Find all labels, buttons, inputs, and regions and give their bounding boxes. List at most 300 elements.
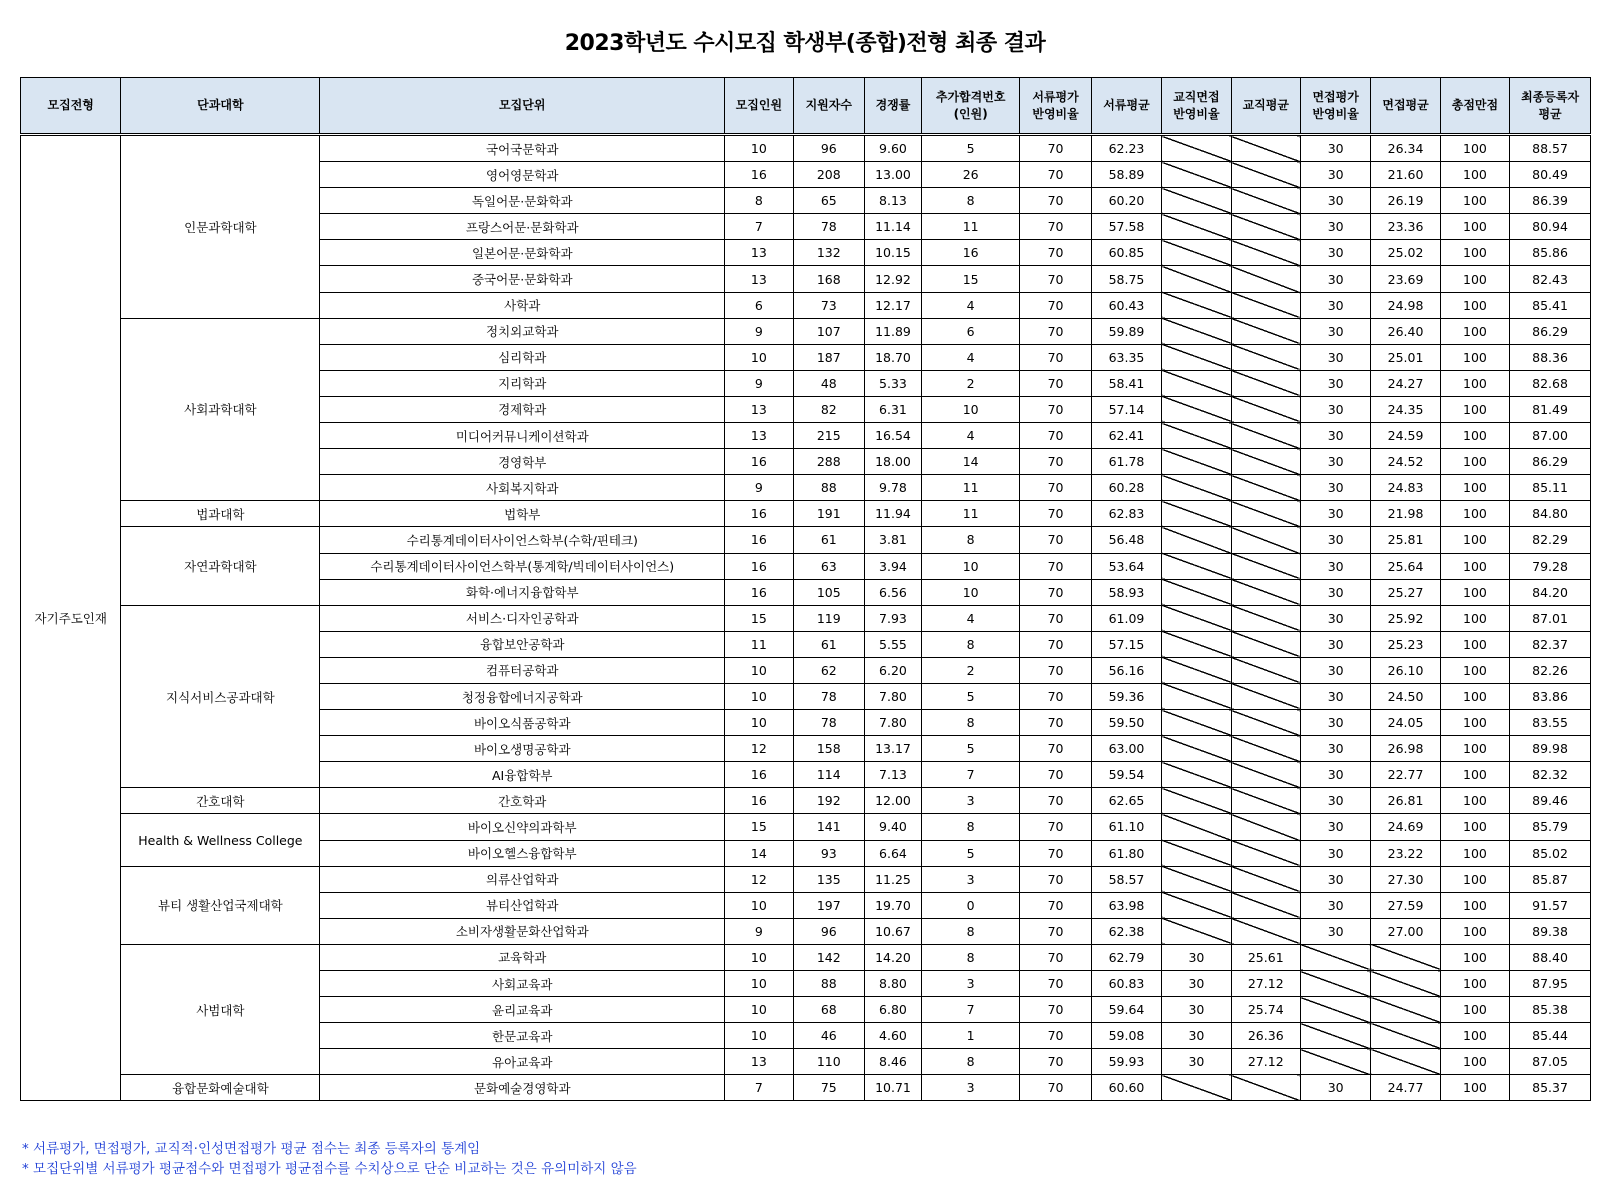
table-row [21,814,1591,840]
value-cell: 83.86 [1510,683,1591,709]
value-cell: 82.68 [1510,370,1591,396]
column-header-label: (인원) [953,106,988,121]
not-applicable-cell [1162,266,1231,292]
value-cell: 96 [793,918,864,944]
value-cell: 73 [793,292,864,318]
value-cell: 192 [793,788,864,814]
footnote-1: * 서류평가, 면접평가, 교직적·인성면접평가 평균 점수는 최종 등록자의 통계임 [22,1141,481,1157]
column-header-label: 단과대학 [197,98,244,113]
value-cell: 23.69 [1371,266,1440,292]
not-applicable-cell [1371,1023,1440,1049]
value-cell: 100 [1440,1075,1509,1101]
value-cell: 70 [1020,396,1091,422]
column-header [865,78,922,135]
value-cell: 88 [793,475,864,501]
column-header-label: 면접평균 [1382,98,1429,113]
not-applicable-cell [1231,605,1300,631]
value-cell: 60.60 [1091,1075,1161,1101]
department-cell: 간호학과 [320,788,725,814]
column-header [1020,78,1091,135]
value-cell: 11 [921,475,1019,501]
value-cell: 26.81 [1371,788,1440,814]
value-cell: 100 [1440,605,1509,631]
value-cell: 100 [1440,292,1509,318]
value-cell: 11 [921,214,1019,240]
not-applicable-cell [1231,527,1300,553]
not-applicable-cell [1231,657,1300,683]
value-cell: 61.10 [1091,814,1161,840]
value-cell: 100 [1440,631,1509,657]
admission-type-cell: 자기주도인재 [21,135,121,1101]
value-cell: 100 [1440,318,1509,344]
value-cell: 8 [921,710,1019,736]
not-applicable-cell [1231,449,1300,475]
not-applicable-cell [1231,423,1300,449]
value-cell: 7 [725,1075,793,1101]
value-cell: 100 [1440,553,1509,579]
value-cell: 25.81 [1371,527,1440,553]
value-cell: 4.60 [865,1023,922,1049]
value-cell: 10 [921,553,1019,579]
value-cell: 9.60 [865,135,922,162]
value-cell: 79.28 [1510,553,1591,579]
value-cell: 85.44 [1510,1023,1591,1049]
not-applicable-cell [1231,188,1300,214]
value-cell: 87.95 [1510,971,1591,997]
value-cell: 30 [1162,997,1231,1023]
not-applicable-cell [1231,344,1300,370]
department-cell: 윤리교육과 [320,997,725,1023]
value-cell: 60.85 [1091,240,1161,266]
value-cell: 27.12 [1231,971,1300,997]
college-cell: Health & Wellness College [121,814,320,866]
column-header-label: 반영비율 [1312,106,1359,121]
value-cell: 100 [1440,788,1509,814]
value-cell: 82.29 [1510,527,1591,553]
department-cell: 서비스·디자인공학과 [320,605,725,631]
value-cell: 75 [793,1075,864,1101]
not-applicable-cell [1162,553,1231,579]
department-cell: 문화예술경영학과 [320,1075,725,1101]
department-cell: 정치외교학과 [320,318,725,344]
value-cell: 30 [1300,344,1370,370]
value-cell: 70 [1020,944,1091,970]
value-cell: 7.80 [865,710,922,736]
value-cell: 11.94 [865,501,922,527]
value-cell: 58.57 [1091,866,1161,892]
value-cell: 82.26 [1510,657,1591,683]
department-cell: 중국어문·문화학과 [320,266,725,292]
table-row [21,527,1591,553]
value-cell: 70 [1020,605,1091,631]
value-cell: 70 [1020,423,1091,449]
value-cell: 78 [793,710,864,736]
value-cell: 30 [1300,266,1370,292]
value-cell: 107 [793,318,864,344]
value-cell: 70 [1020,449,1091,475]
not-applicable-cell [1371,971,1440,997]
value-cell: 6 [921,318,1019,344]
value-cell: 100 [1440,944,1509,970]
column-header [1440,78,1509,135]
not-applicable-cell [1162,344,1231,370]
column-header [1371,78,1440,135]
value-cell: 70 [1020,579,1091,605]
value-cell: 87.01 [1510,605,1591,631]
not-applicable-cell [1162,240,1231,266]
value-cell: 60.20 [1091,188,1161,214]
column-header-label: 모집단위 [499,98,546,113]
value-cell: 62.23 [1091,135,1161,162]
value-cell: 70 [1020,188,1091,214]
value-cell: 70 [1020,1049,1091,1075]
department-cell: 미디어커뮤니케이션학과 [320,423,725,449]
not-applicable-cell [1231,762,1300,788]
not-applicable-cell [1300,1023,1370,1049]
not-applicable-cell [1162,1075,1231,1101]
value-cell: 15 [725,605,793,631]
value-cell: 26.36 [1231,1023,1300,1049]
not-applicable-cell [1162,892,1231,918]
value-cell: 61 [793,631,864,657]
not-applicable-cell [1231,475,1300,501]
value-cell: 61.09 [1091,605,1161,631]
value-cell: 87.05 [1510,1049,1591,1075]
department-cell: 경제학과 [320,396,725,422]
value-cell: 4 [921,423,1019,449]
value-cell: 10.67 [865,918,922,944]
value-cell: 68 [793,997,864,1023]
value-cell: 100 [1440,370,1509,396]
value-cell: 10.15 [865,240,922,266]
value-cell: 88.36 [1510,344,1591,370]
value-cell: 100 [1440,1049,1509,1075]
value-cell: 100 [1440,892,1509,918]
value-cell: 100 [1440,344,1509,370]
value-cell: 18.70 [865,344,922,370]
value-cell: 30 [1162,944,1231,970]
value-cell: 30 [1162,1049,1231,1075]
value-cell: 9.78 [865,475,922,501]
value-cell: 93 [793,840,864,866]
value-cell: 70 [1020,266,1091,292]
value-cell: 30 [1300,188,1370,214]
value-cell: 70 [1020,631,1091,657]
college-cell: 인문과학대학 [121,135,320,319]
results-table [20,77,1591,1101]
not-applicable-cell [1162,162,1231,188]
value-cell: 84.80 [1510,501,1591,527]
value-cell: 100 [1440,683,1509,709]
value-cell: 85.79 [1510,814,1591,840]
value-cell: 70 [1020,214,1091,240]
value-cell: 30 [1300,527,1370,553]
value-cell: 88.57 [1510,135,1591,162]
value-cell: 6.64 [865,840,922,866]
department-cell: 경영학부 [320,449,725,475]
value-cell: 6.80 [865,997,922,1023]
value-cell: 10 [921,579,1019,605]
value-cell: 30 [1300,814,1370,840]
not-applicable-cell [1162,396,1231,422]
value-cell: 100 [1440,971,1509,997]
value-cell: 114 [793,762,864,788]
value-cell: 100 [1440,188,1509,214]
value-cell: 30 [1300,762,1370,788]
value-cell: 30 [1300,683,1370,709]
value-cell: 100 [1440,579,1509,605]
not-applicable-cell [1371,1049,1440,1075]
value-cell: 26.34 [1371,135,1440,162]
not-applicable-cell [1300,997,1370,1023]
value-cell: 24.35 [1371,396,1440,422]
value-cell: 30 [1300,501,1370,527]
value-cell: 30 [1300,710,1370,736]
value-cell: 158 [793,736,864,762]
value-cell: 70 [1020,710,1091,736]
value-cell: 59.54 [1091,762,1161,788]
value-cell: 21.98 [1371,501,1440,527]
value-cell: 100 [1440,657,1509,683]
value-cell: 100 [1440,266,1509,292]
value-cell: 53.64 [1091,553,1161,579]
not-applicable-cell [1231,1075,1300,1101]
value-cell: 30 [1300,292,1370,318]
column-header [725,78,793,135]
value-cell: 30 [1300,657,1370,683]
table-row [21,944,1591,970]
not-applicable-cell [1231,788,1300,814]
value-cell: 70 [1020,318,1091,344]
value-cell: 100 [1440,840,1509,866]
department-cell: 심리학과 [320,344,725,370]
column-header [121,78,320,135]
value-cell: 82.37 [1510,631,1591,657]
value-cell: 70 [1020,1023,1091,1049]
value-cell: 58.93 [1091,579,1161,605]
column-header [1510,78,1591,135]
value-cell: 27.59 [1371,892,1440,918]
college-cell: 사범대학 [121,944,320,1074]
value-cell: 30 [1300,370,1370,396]
value-cell: 26.40 [1371,318,1440,344]
not-applicable-cell [1231,240,1300,266]
value-cell: 30 [1300,396,1370,422]
department-cell: 교육학과 [320,944,725,970]
value-cell: 83.55 [1510,710,1591,736]
value-cell: 9.40 [865,814,922,840]
not-applicable-cell [1162,683,1231,709]
value-cell: 61 [793,527,864,553]
column-header-label: 최종등록자 [1521,90,1580,105]
college-cell: 사회과학대학 [121,318,320,501]
not-applicable-cell [1162,135,1231,162]
value-cell: 27.30 [1371,866,1440,892]
value-cell: 12.00 [865,788,922,814]
not-applicable-cell [1300,1049,1370,1075]
table-header [21,78,1591,135]
value-cell: 10 [725,1023,793,1049]
value-cell: 16 [725,162,793,188]
value-cell: 19.70 [865,892,922,918]
value-cell: 85.37 [1510,1075,1591,1101]
value-cell: 13 [725,396,793,422]
value-cell: 58.41 [1091,370,1161,396]
value-cell: 91.57 [1510,892,1591,918]
not-applicable-cell [1162,188,1231,214]
department-cell: 일본어문·문화학과 [320,240,725,266]
value-cell: 30 [1300,866,1370,892]
column-header [320,78,725,135]
not-applicable-cell [1162,214,1231,240]
not-applicable-cell [1231,683,1300,709]
value-cell: 3 [921,866,1019,892]
not-applicable-cell [1162,657,1231,683]
value-cell: 30 [1300,840,1370,866]
not-applicable-cell [1231,292,1300,318]
value-cell: 5 [921,736,1019,762]
value-cell: 30 [1300,788,1370,814]
value-cell: 23.36 [1371,214,1440,240]
column-header-label: 반영비율 [1173,106,1220,121]
value-cell: 24.69 [1371,814,1440,840]
department-cell: 한문교육과 [320,1023,725,1049]
department-cell: 법학부 [320,501,725,527]
not-applicable-cell [1162,918,1231,944]
not-applicable-cell [1162,449,1231,475]
value-cell: 24.05 [1371,710,1440,736]
not-applicable-cell [1162,736,1231,762]
column-header [1300,78,1370,135]
column-header-label: 면접평가 [1312,90,1359,105]
value-cell: 70 [1020,370,1091,396]
department-cell: 뷰티산업학과 [320,892,725,918]
value-cell: 3.81 [865,527,922,553]
value-cell: 70 [1020,892,1091,918]
value-cell: 100 [1440,527,1509,553]
department-cell: 지리학과 [320,370,725,396]
department-cell: 화학·에너지융합학부 [320,579,725,605]
value-cell: 30 [1300,553,1370,579]
college-cell: 자연과학대학 [121,527,320,605]
not-applicable-cell [1300,944,1370,970]
value-cell: 11.25 [865,866,922,892]
value-cell: 15 [921,266,1019,292]
value-cell: 26.19 [1371,188,1440,214]
column-header-label: 서류평균 [1103,98,1150,113]
value-cell: 30 [1300,214,1370,240]
value-cell: 215 [793,423,864,449]
value-cell: 4 [921,292,1019,318]
value-cell: 30 [1300,579,1370,605]
value-cell: 24.50 [1371,683,1440,709]
value-cell: 23.22 [1371,840,1440,866]
value-cell: 3 [921,971,1019,997]
value-cell: 57.58 [1091,214,1161,240]
value-cell: 27.00 [1371,918,1440,944]
value-cell: 8 [921,918,1019,944]
not-applicable-cell [1162,710,1231,736]
value-cell: 0 [921,892,1019,918]
value-cell: 9 [725,318,793,344]
not-applicable-cell [1231,918,1300,944]
value-cell: 88.40 [1510,944,1591,970]
value-cell: 8 [921,944,1019,970]
value-cell: 82 [793,396,864,422]
value-cell: 288 [793,449,864,475]
value-cell: 22.77 [1371,762,1440,788]
value-cell: 26.10 [1371,657,1440,683]
value-cell: 70 [1020,814,1091,840]
value-cell: 142 [793,944,864,970]
value-cell: 78 [793,214,864,240]
value-cell: 168 [793,266,864,292]
value-cell: 59.93 [1091,1049,1161,1075]
value-cell: 8.80 [865,971,922,997]
value-cell: 100 [1440,501,1509,527]
value-cell: 13 [725,240,793,266]
value-cell: 25.92 [1371,605,1440,631]
not-applicable-cell [1231,318,1300,344]
value-cell: 70 [1020,762,1091,788]
value-cell: 60.28 [1091,475,1161,501]
value-cell: 8 [921,631,1019,657]
value-cell: 62.41 [1091,423,1161,449]
value-cell: 70 [1020,162,1091,188]
value-cell: 30 [1300,475,1370,501]
value-cell: 11 [921,501,1019,527]
value-cell: 13.17 [865,736,922,762]
not-applicable-cell [1231,710,1300,736]
not-applicable-cell [1162,814,1231,840]
value-cell: 12 [725,866,793,892]
department-cell: 영어영문학과 [320,162,725,188]
column-header-label: 지원자수 [805,98,852,113]
value-cell: 25.02 [1371,240,1440,266]
value-cell: 10 [725,710,793,736]
value-cell: 85.02 [1510,840,1591,866]
value-cell: 16 [725,501,793,527]
value-cell: 86.29 [1510,318,1591,344]
value-cell: 16 [725,553,793,579]
not-applicable-cell [1162,527,1231,553]
value-cell: 10 [725,971,793,997]
value-cell: 110 [793,1049,864,1075]
value-cell: 14 [921,449,1019,475]
value-cell: 10 [725,892,793,918]
value-cell: 60.43 [1091,292,1161,318]
column-header [21,78,121,135]
column-header-label: 총점만점 [1451,98,1499,113]
value-cell: 62.83 [1091,501,1161,527]
value-cell: 85.11 [1510,475,1591,501]
value-cell: 30 [1300,449,1370,475]
value-cell: 119 [793,605,864,631]
value-cell: 96 [793,135,864,162]
value-cell: 7 [921,762,1019,788]
department-cell: AI융합학부 [320,762,725,788]
not-applicable-cell [1231,266,1300,292]
value-cell: 100 [1440,135,1509,162]
value-cell: 62.38 [1091,918,1161,944]
value-cell: 6.20 [865,657,922,683]
value-cell: 5.55 [865,631,922,657]
not-applicable-cell [1162,605,1231,631]
value-cell: 70 [1020,866,1091,892]
column-header [1231,78,1300,135]
value-cell: 59.36 [1091,683,1161,709]
value-cell: 86.39 [1510,188,1591,214]
